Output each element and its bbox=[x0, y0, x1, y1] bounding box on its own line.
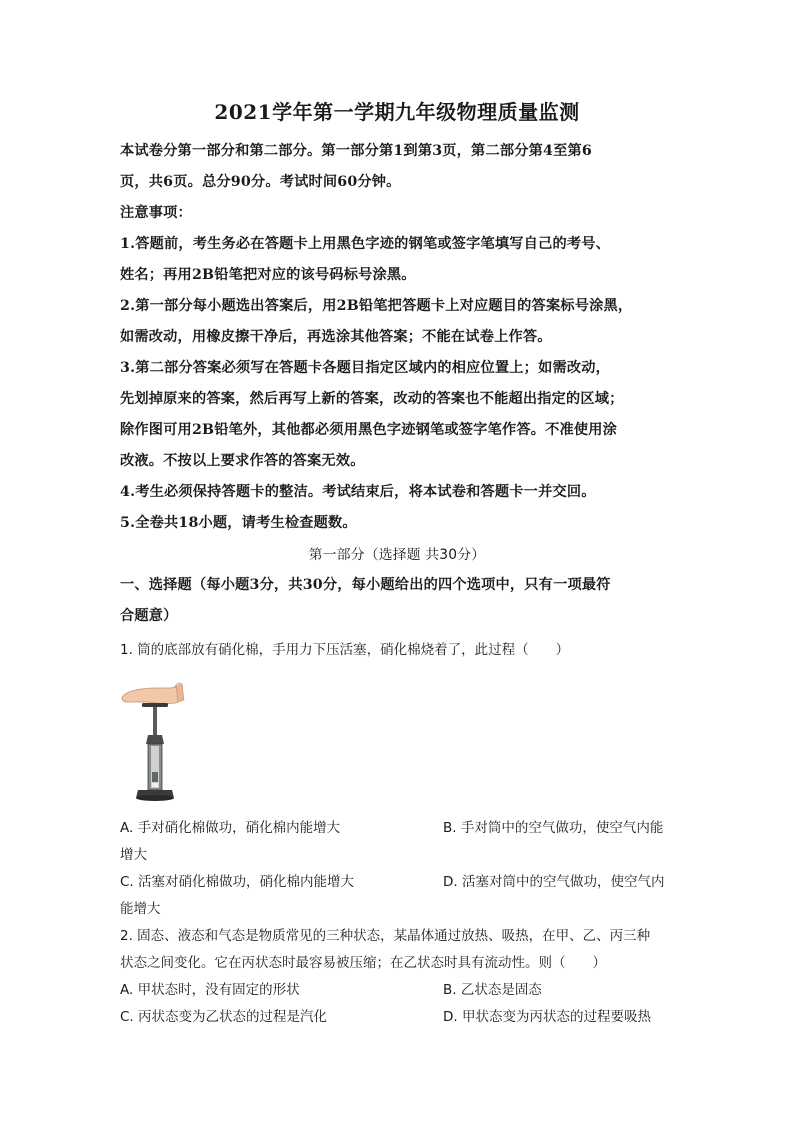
note-line: 1.答题前，考生务必在答题卡上用黑色字迹的钢笔或签字笔填写自己的考号、 bbox=[120, 236, 611, 252]
page-title: 2021学年第一学期九年级物理质量监测 bbox=[214, 100, 580, 124]
question-1-option-b: B. 手对筒中的空气做功，使空气内能 bbox=[443, 820, 664, 836]
question-1-stem: 1. 筒的底部放有硝化棉，手用力下压活塞，硝化棉烧着了，此过程（ ） bbox=[120, 642, 570, 658]
intro-line-1: 本试卷分第一部分和第二部分。第一部分第1到第3页，第二部分第4至第6 bbox=[120, 143, 592, 159]
question-1-option-d-continued: 能增大 bbox=[120, 901, 161, 917]
note-line: 3.第二部分答案必须写在答题卡各题目指定区域内的相应位置上；如需改动， bbox=[120, 360, 611, 376]
notes-heading: 注意事项： bbox=[120, 205, 192, 221]
note-line: 2.第一部分每小题选出答案后，用2B铅笔把答题卡上对应题目的答案标号涂黑， bbox=[120, 298, 633, 314]
question-2-stem-line-2: 状态之间变化。它在丙状态时最容易被压缩；在乙状态时具有流动性。则（ ） bbox=[120, 955, 606, 971]
note-line: 先划掉原来的答案，然后再写上新的答案，改动的答案也不能超出指定的区域； bbox=[120, 391, 624, 407]
note-line: 5.全卷共18小题，请考生检查题数。 bbox=[120, 515, 357, 531]
question-1-option-c: C. 活塞对硝化棉做功，硝化棉内能增大 bbox=[120, 874, 355, 890]
question-1-option-b-continued: 增大 bbox=[120, 847, 147, 863]
section-title: 第一部分（选择题 共30分） bbox=[308, 547, 486, 563]
note-line: 改液。不按以上要求作答的答案无效。 bbox=[120, 453, 365, 469]
intro-line-2: 页，共6页。总分90分。考试时间60分钟。 bbox=[120, 174, 401, 190]
question-2-option-a: A. 甲状态时，没有固定的形状 bbox=[120, 982, 300, 998]
note-line: 4.考生必须保持答题卡的整洁。考试结束后，将本试卷和答题卡一并交回。 bbox=[120, 484, 596, 500]
section-heading-line-2: 合题意） bbox=[120, 608, 178, 624]
question-2-option-b: B. 乙状态是固态 bbox=[443, 982, 542, 998]
question-1-option-a: A. 手对硝化棉做功，硝化棉内能增大 bbox=[120, 820, 341, 836]
question-2-stem-line-1: 2. 固态、液态和气态是物质常见的三种状态，某晶体通过放热、吸热，在甲、乙、丙三种 bbox=[120, 928, 651, 944]
fire-piston-illustration-icon bbox=[118, 680, 198, 810]
question-2-option-d: D. 甲状态变为丙状态的过程要吸热 bbox=[443, 1009, 651, 1025]
note-line: 姓名；再用2B铅笔把对应的该号码标号涂黑。 bbox=[120, 267, 416, 283]
section-heading-line-1: 一、选择题（每小题3分，共30分，每小题给出的四个选项中，只有一项最符 bbox=[120, 577, 611, 593]
note-line: 如需改动，用橡皮擦干净后，再选涂其他答案；不能在试卷上作答。 bbox=[120, 329, 552, 345]
note-line: 除作图可用2B铅笔外，其他都必须用黑色字迹钢笔或签字笔作答。不准使用涂 bbox=[120, 422, 618, 438]
question-2-option-c: C. 丙状态变为乙状态的过程是汽化 bbox=[120, 1009, 328, 1025]
question-1-option-d: D. 活塞对筒中的空气做功，使空气内 bbox=[443, 874, 665, 890]
